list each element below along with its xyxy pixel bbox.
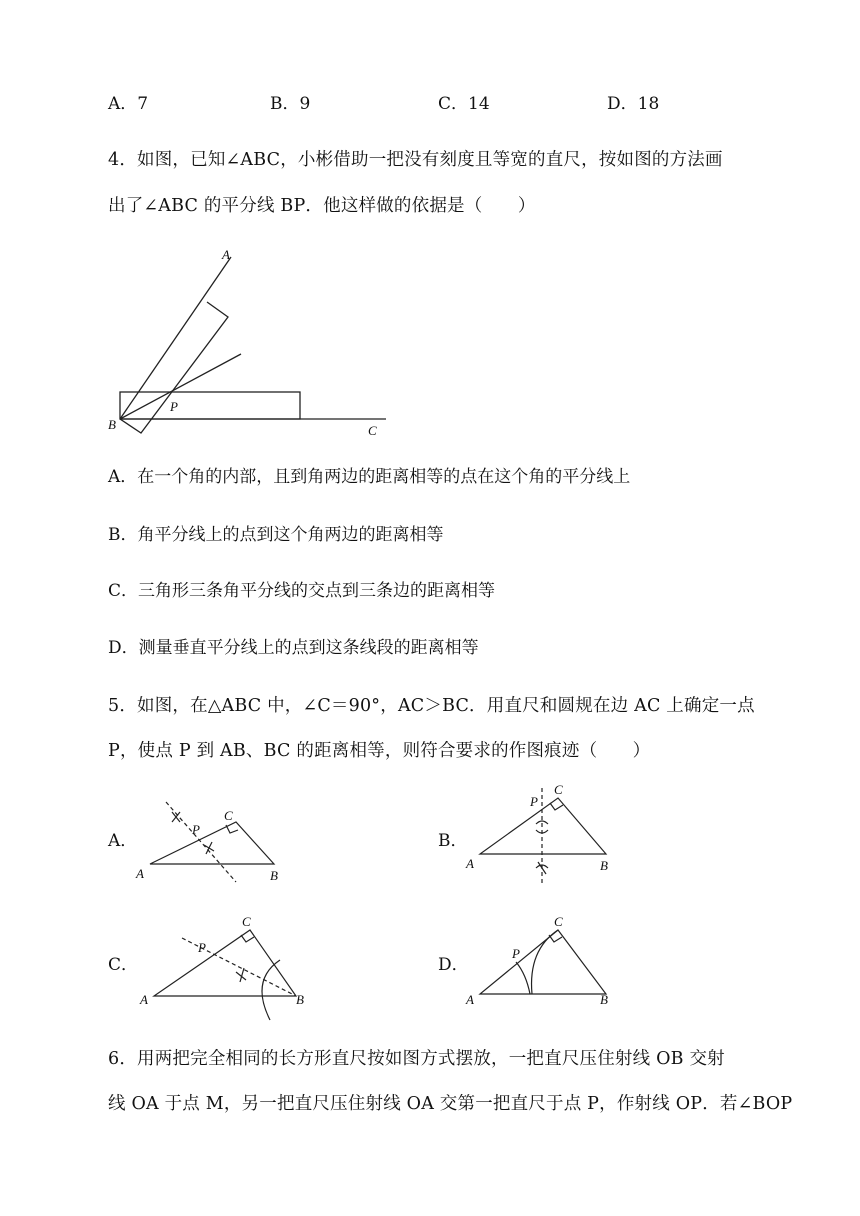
q5-figure-d bbox=[460, 908, 630, 1018]
q6-stem-line1: 6．用两把完全相同的长方形直尺按如图方式摆放，一把直尺压住射线 OB 交射 bbox=[108, 1049, 725, 1069]
q5-stem-line2: P，使点 P 到 AB、BC 的距离相等，则符合要求的作图痕迹（ ） bbox=[108, 741, 651, 761]
q5-figure-c bbox=[130, 908, 330, 1018]
q3-option-d: D．18 bbox=[607, 94, 660, 114]
svg-text:B: B bbox=[600, 858, 608, 873]
q4-stem-line1: 4．如图，已知∠ABC，小彬借助一把没有刻度且等宽的直尺，按如图的方法画 bbox=[108, 150, 723, 170]
svg-text:A: A bbox=[136, 866, 144, 881]
svg-text:P: P bbox=[530, 794, 538, 809]
q4-option-a: A．在一个角的内部，且到角两边的距离相等的点在这个角的平分线上 bbox=[108, 467, 631, 487]
svg-text:B: B bbox=[296, 992, 304, 1007]
svg-text:B: B bbox=[600, 992, 608, 1007]
q4-option-b: B．角平分线上的点到这个角两边的距离相等 bbox=[108, 525, 444, 545]
q5b-right-angle bbox=[550, 803, 563, 810]
q5-figure-a bbox=[130, 790, 290, 890]
q5b-triangle bbox=[480, 798, 606, 854]
svg-text:C: C bbox=[554, 914, 563, 929]
q6-stem-line2: 线 OA 于点 M，另一把直尺压住射线 OA 交第一把直尺于点 P，作射线 OP．若∠BOP bbox=[108, 1094, 793, 1114]
q5-stem-line1: 5．如图，在△ABC 中，∠C＝90°，AC＞BC．用直尺和圆规在边 AC 上确定一点 bbox=[108, 696, 755, 716]
svg-text:C: C bbox=[224, 808, 233, 823]
svg-text:A: A bbox=[140, 992, 148, 1007]
svg-text:P: P bbox=[512, 946, 520, 961]
q4-label-b: B bbox=[108, 417, 116, 432]
svg-text:B: B bbox=[270, 868, 278, 883]
q3-option-c: C．14 bbox=[438, 94, 490, 114]
q5-option-a-label: A． bbox=[108, 831, 138, 851]
q4-label-a: A bbox=[222, 247, 230, 262]
q5-option-c-label: C． bbox=[108, 955, 139, 975]
q4-figure bbox=[100, 245, 400, 445]
q5c-triangle bbox=[154, 930, 296, 996]
q4-label-c: C bbox=[368, 423, 377, 438]
svg-text:P: P bbox=[198, 940, 206, 955]
q5d-arc bbox=[532, 930, 558, 994]
q3-option-b: B．9 bbox=[270, 94, 311, 114]
svg-text:A: A bbox=[466, 856, 474, 871]
svg-text:C: C bbox=[242, 914, 251, 929]
svg-text:P: P bbox=[192, 822, 200, 837]
q4-option-d: D．测量垂直平分线上的点到这条线段的距离相等 bbox=[108, 638, 479, 658]
q4-ruler-horizontal bbox=[120, 392, 300, 419]
q3-option-a: A．7 bbox=[108, 94, 149, 114]
svg-text:C: C bbox=[554, 782, 563, 797]
q4-stem-line2: 出了∠ABC 的平分线 BP．他这样做的依据是（ ） bbox=[108, 196, 536, 216]
q4-label-p: P bbox=[170, 399, 178, 414]
svg-text:A: A bbox=[466, 992, 474, 1007]
q5-option-b-label: B． bbox=[438, 831, 468, 851]
q5c-right-angle bbox=[241, 935, 254, 942]
q4-ray-ba bbox=[120, 257, 231, 419]
q5-figure-b bbox=[460, 780, 630, 890]
q5-option-d-label: D． bbox=[438, 955, 469, 975]
q4-bisector-bp bbox=[120, 354, 241, 419]
q4-option-c: C．三角形三条角平分线的交点到三条边的距离相等 bbox=[108, 581, 496, 601]
q5d-triangle bbox=[480, 930, 606, 994]
